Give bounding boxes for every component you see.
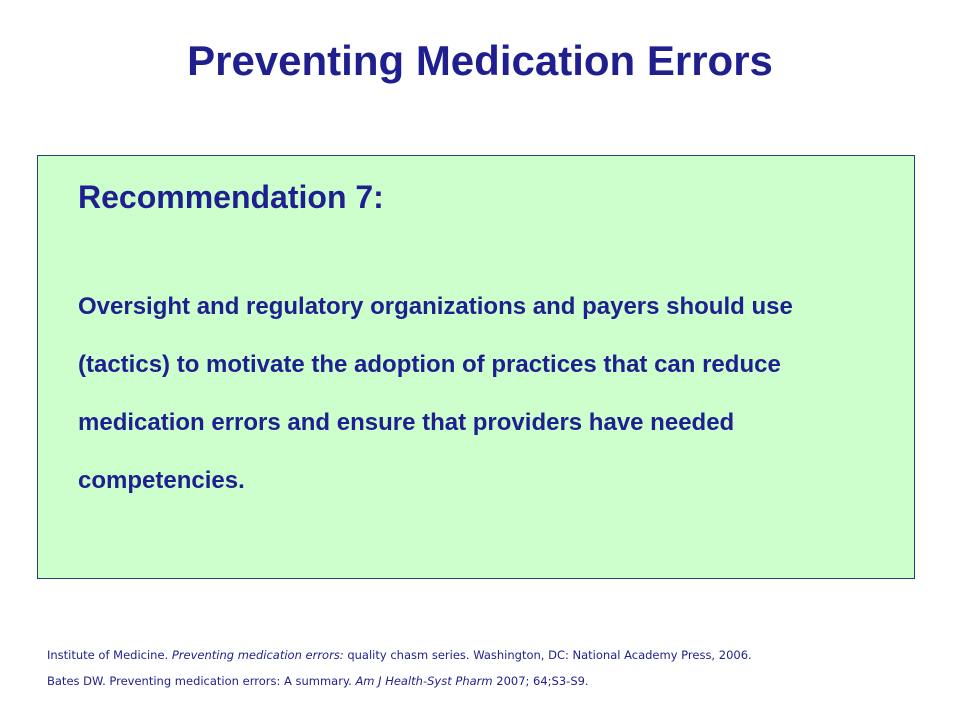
reference-title: Preventing medication errors:: [171, 648, 344, 662]
reference-journal: Am J Health-Syst Pharm: [355, 673, 493, 688]
recommendation-text: Oversight and regulatory organizations and payers should use (tactics) to motivate the adoption of practices that can reduce medication errors and ensure that providers have needed competencies.: [78, 293, 793, 494]
recommendation-box: [37, 155, 915, 579]
reference-text: 2007; 64;S3-S9.: [492, 673, 589, 688]
slide-title: Preventing Medication Errors: [187, 37, 773, 84]
references: [47, 648, 927, 700]
reference-text: Institute of Medicine.: [47, 648, 172, 662]
reference-bates: [47, 674, 927, 689]
reference-text: Bates DW. Preventing medication errors: A summary.: [47, 673, 356, 688]
reference-iom: [47, 648, 927, 663]
recommendation-heading: Recommendation 7:: [78, 179, 384, 215]
reference-text: quality chasm series. Washington, DC: National Academy Press, 2006.: [343, 648, 752, 662]
